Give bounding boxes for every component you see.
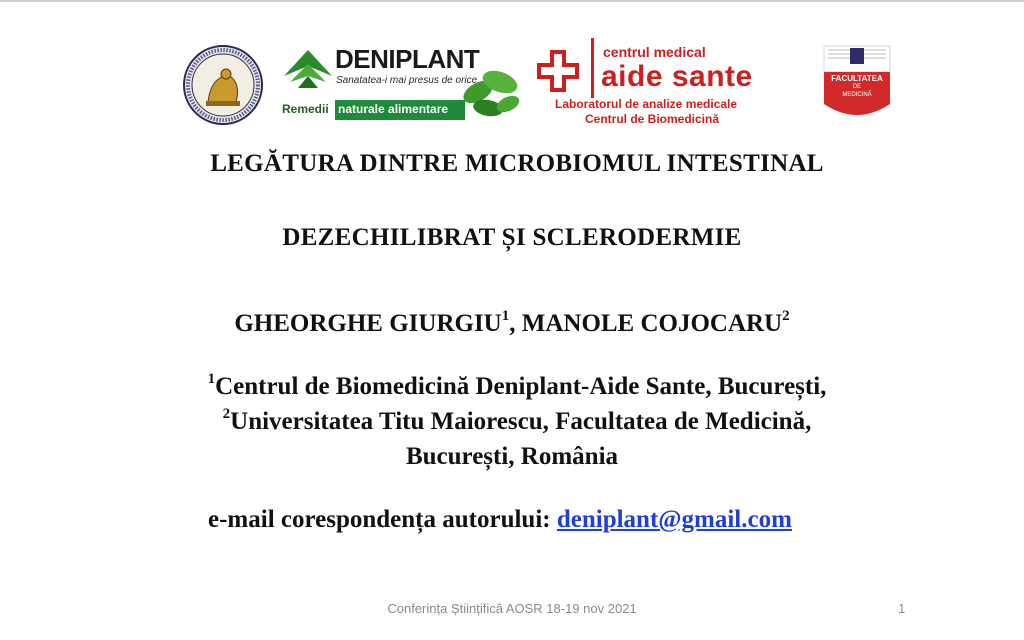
deniplant-bar-text: naturale alimentare xyxy=(338,102,449,116)
authors xyxy=(0,310,1024,338)
deniplant-logo xyxy=(280,42,520,126)
top-border xyxy=(0,0,1024,2)
faculty-shield-logo xyxy=(820,44,894,124)
affiliation-1 xyxy=(5,373,1024,401)
logo-row xyxy=(0,36,1024,126)
author-separator: , xyxy=(509,310,522,337)
email-link[interactable]: deniplant@gmail.com xyxy=(556,506,792,533)
author-1: GHEORGHE GIURGIU xyxy=(234,310,502,337)
author-1-sup: 1 xyxy=(501,308,510,324)
aide-centrul-biomedicina: Centrul de Biomedicină xyxy=(585,112,720,126)
author-2-sup: 2 xyxy=(782,308,790,324)
faculty-line1: FACULTATEA xyxy=(831,74,883,83)
herb-leaves-icon xyxy=(458,52,524,122)
email-line xyxy=(208,506,792,534)
aide-sante-logo xyxy=(533,38,793,126)
affiliation-2-text: Universitatea Titu Maiorescu, Facultatea de Medicină, xyxy=(230,408,812,435)
aide-centrul-medical: centrul medical xyxy=(603,44,706,60)
aide-sante-name: aide sante xyxy=(601,60,753,93)
title-line-1: LEGĂTURA DINTRE MICROBIOMUL INTESTINAL xyxy=(210,150,824,177)
deniplant-tagline: Sanatatea-i mai presus de orice xyxy=(336,75,478,86)
medical-cross-icon xyxy=(533,46,583,96)
affiliation-2-sup: 2 xyxy=(222,406,231,422)
affiliation-1-sup: 1 xyxy=(207,371,216,387)
deniplant-leaf-icon xyxy=(280,42,340,102)
affiliation-3: București, România xyxy=(405,443,619,470)
faculty-line2: DE xyxy=(852,84,862,90)
faculty-line3: MEDICINĂ xyxy=(842,92,872,98)
aide-laborator: Laboratorul de analize medicale xyxy=(555,97,738,111)
deniplant-name: DENIPLANT xyxy=(335,44,480,74)
academy-seal-logo xyxy=(180,44,266,126)
deniplant-remedii: Remedii xyxy=(282,102,329,116)
page-number: 1 xyxy=(898,601,906,616)
footer-text: Conferința Științifică AOSR 18-19 nov 2021 xyxy=(387,601,637,616)
aide-divider xyxy=(591,38,594,98)
author-2: MANOLE COJOCARU xyxy=(521,310,783,337)
affiliation-2 xyxy=(5,408,1024,436)
email-label: e-mail corespondența autorului: xyxy=(208,506,557,533)
title-line-2: DEZECHILIBRAT ȘI SCLERODERMIE xyxy=(282,224,742,251)
affiliation-1-text: Centrul de Biomedicină Deniplant-Aide Sante, București, xyxy=(215,373,827,400)
